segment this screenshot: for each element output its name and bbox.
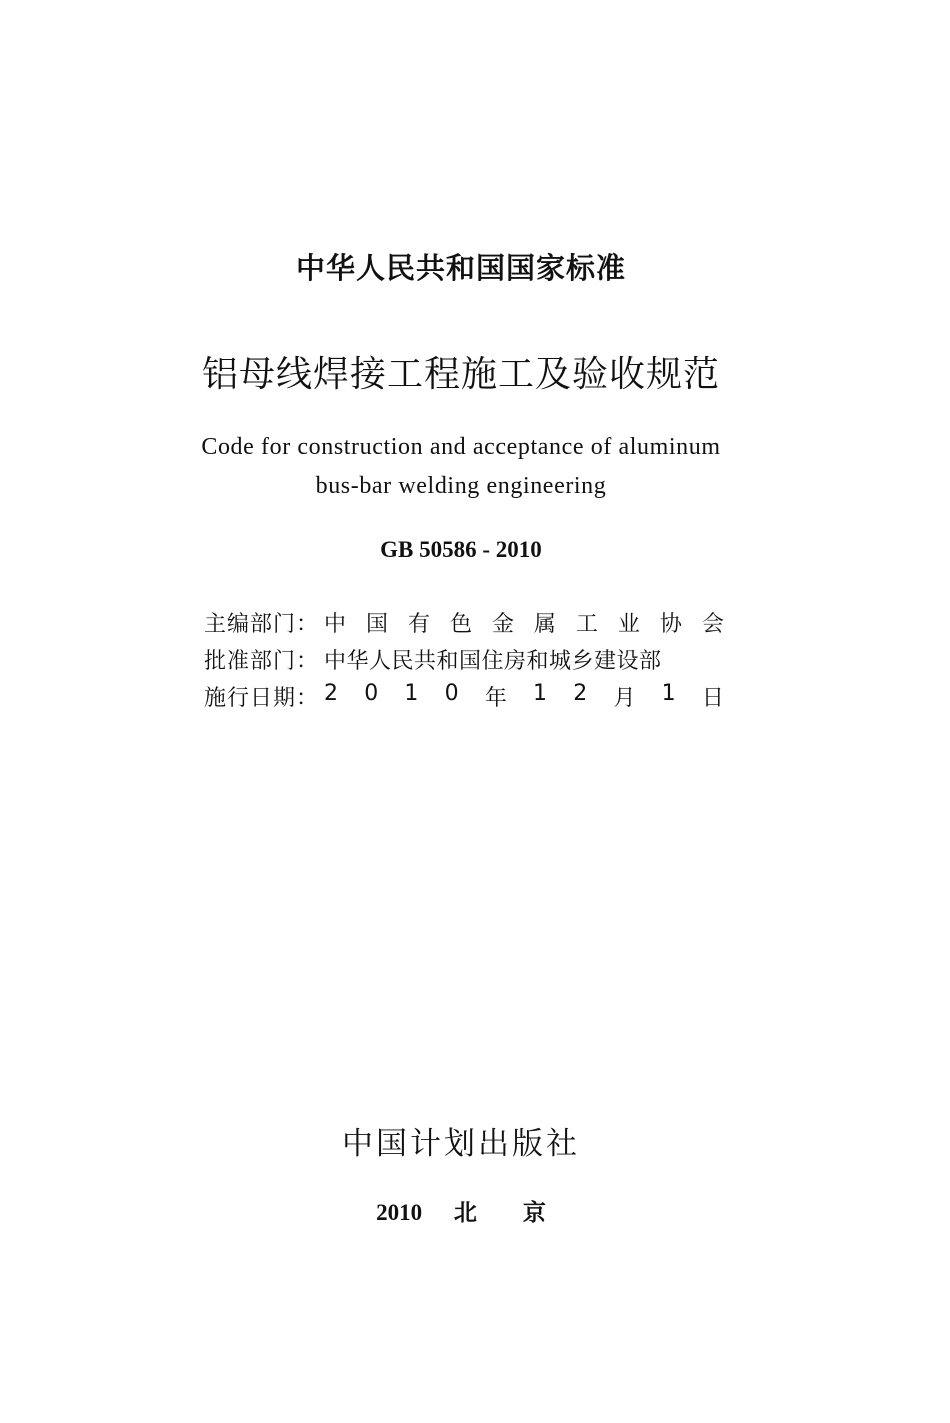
chief-editor-char: 国 — [365, 612, 388, 637]
chief-editor-char: 金 — [491, 612, 514, 637]
approver-row — [204, 641, 724, 678]
document-title-cn: 铝母线焊接工程施工及验收规范 — [201, 354, 720, 395]
effective-date-char: 2 — [573, 681, 588, 706]
imprint-year: 2010 — [376, 1200, 423, 1225]
publisher-name: 中国计划出版社 — [342, 1126, 580, 1162]
effective-date-char: 0 — [444, 681, 459, 706]
chief-editor-char: 色 — [449, 612, 472, 637]
standard-series: 中华人民共和国国家标准 — [295, 251, 626, 285]
standard-code-number: GB 50586 - 2010 — [380, 537, 542, 562]
effective-date-char: 月 — [613, 686, 636, 711]
effective-date-value — [324, 681, 724, 712]
chief-editor-char: 中 — [324, 612, 347, 637]
effective-date-char: 年 — [484, 686, 507, 711]
chief-editor-char: 有 — [407, 612, 430, 637]
chief-editor-value — [324, 607, 724, 638]
effective-date-char: 2 — [324, 681, 338, 706]
effective-date-label: 施行日期： — [204, 686, 320, 711]
chief-editor-char: 业 — [617, 612, 640, 637]
effective-date-char: 1 — [404, 681, 419, 706]
effective-date-char: 1 — [533, 681, 548, 706]
document-title-en — [0, 428, 922, 506]
chief-editor-row — [204, 604, 724, 641]
publication-info — [204, 604, 724, 715]
chief-editor-char: 工 — [575, 612, 598, 637]
chief-editor-char: 会 — [701, 612, 724, 637]
effective-date-row — [204, 678, 724, 715]
chief-editor-char: 属 — [533, 612, 556, 637]
approver-label: 批准部门： — [204, 649, 320, 674]
effective-date-char: 日 — [701, 686, 724, 711]
imprint-city: 北京 — [453, 1200, 592, 1226]
effective-date-char: 0 — [364, 681, 379, 706]
chief-editor-label: 主编部门： — [204, 612, 320, 637]
effective-date-char: 1 — [661, 681, 676, 706]
chief-editor-char: 协 — [659, 612, 682, 637]
imprint-line — [0, 1194, 922, 1227]
title-en-line-2: bus-bar welding engineering — [315, 473, 607, 499]
title-en-line-1: Code for construction and acceptance of aluminum — [201, 434, 721, 460]
approver-value: 中华人民共和国住房和城乡建设部 — [324, 649, 662, 674]
